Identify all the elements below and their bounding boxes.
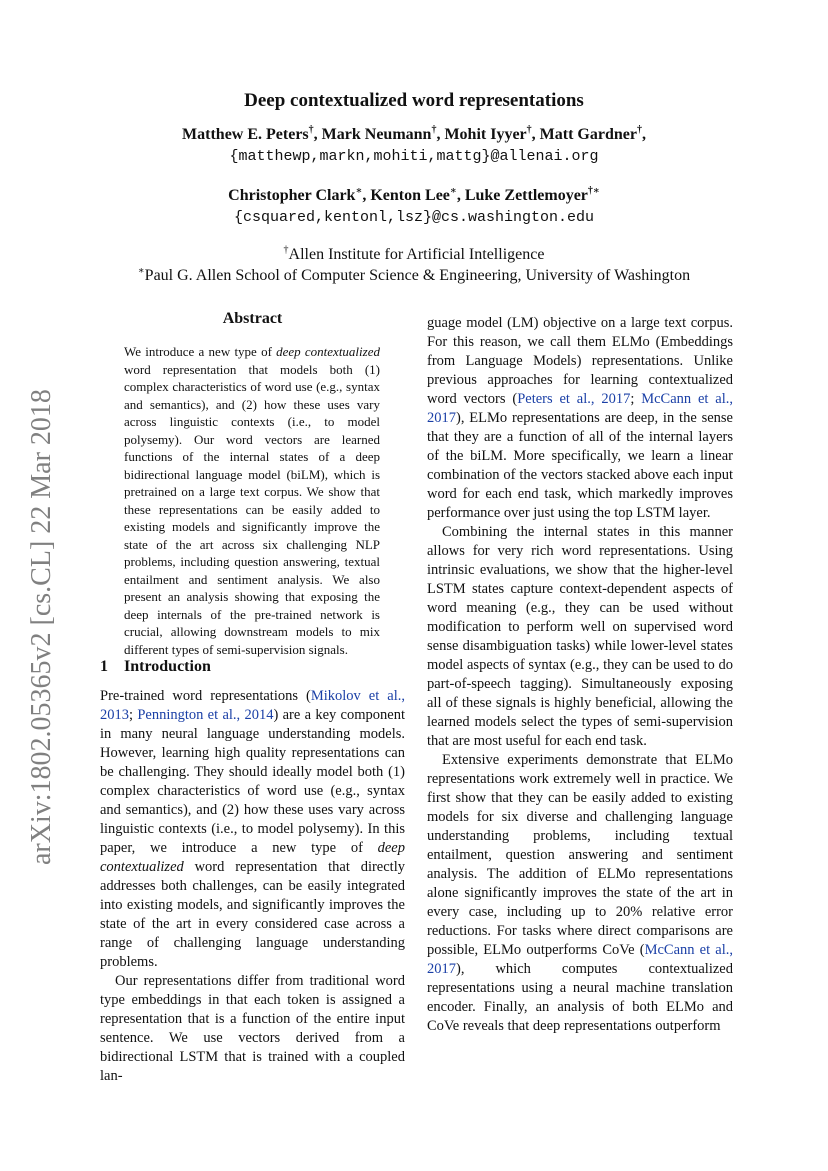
author-name: Matthew E. Peters [182, 126, 309, 143]
affiliation-mark: ∗ [137, 265, 145, 277]
affiliation-mark: ∗ [355, 185, 363, 197]
author-name: Luke Zettlemoyer [464, 187, 588, 204]
separator: , [531, 126, 540, 143]
separator: , [362, 187, 371, 204]
affiliation-mark: ∗ [449, 185, 457, 197]
citation-link[interactable]: McCann et al., 2017 [427, 391, 733, 426]
text-run: Pre-trained word representations ( [100, 688, 311, 704]
affiliation-mark: † [283, 244, 289, 256]
citation-link[interactable]: Mikolov et al., 2013 [100, 688, 405, 723]
separator: , [313, 126, 322, 143]
affiliation-text: Paul G. Allen School of Computer Science & Engineering, University of Washington [144, 267, 691, 284]
right-column [427, 314, 733, 1036]
separator: , [436, 126, 445, 143]
author-name: Christopher Clark [228, 187, 356, 204]
citation-link[interactable]: Peters et al., 2017 [517, 391, 631, 407]
arxiv-stamp-text: arXiv:1802.05365v2 [cs.CL] 22 Mar 2018 [26, 389, 57, 865]
author-names-line [0, 185, 828, 207]
affiliation-mark: † [636, 124, 642, 136]
author-name: Matt Gardner [539, 126, 637, 143]
author-group-2 [0, 185, 828, 229]
text-run: ), which computes contextualized representations using a neural machine translation encoder. Finally, an analysis of both ELMo and CoVe reveals that deep representations outperform [427, 961, 733, 1034]
affiliation-mark: † [431, 124, 437, 136]
section-heading [100, 658, 211, 676]
separator: , [641, 126, 646, 143]
abstract-emphasis: deep contextualized [276, 344, 380, 359]
citation-link[interactable]: Pennington et al., 2014 [137, 707, 274, 723]
abstract-text: word representation that models both (1) complex characteristics of word use (e.g., syntax and semantics), and (2) how these uses vary across linguistic contexts (i.e., to model polysemy). Our word vectors are learned functions of the internal states of a deep bidirectional language model (biLM), which is pretrained on a large text corpus. We show that these representations can be easily added to existing models and significantly improve the state of the art across six challenging NLP problems, including question answering, textual entailment and sentiment analysis. We also present an analysis showing that exposing the deep internals of the pre-trained network is crucial, allowing downstream models to mix different types of semi-supervision signals. [124, 361, 380, 657]
affiliation-mark: † [308, 124, 314, 136]
paper-title: Deep contextualized word representations [244, 90, 584, 111]
paragraph [427, 751, 733, 1036]
affiliation-line [0, 244, 828, 265]
author-name: Mark Neumann [321, 126, 432, 143]
text-run: ; [129, 707, 138, 723]
text-run: ; [630, 391, 642, 407]
section-title: Introduction [124, 658, 211, 675]
affiliations [0, 244, 828, 286]
citation-link[interactable]: McCann et al., 2017 [427, 942, 733, 977]
author-name: Mohit Iyyer [444, 126, 527, 143]
author-email: {matthewp,markn,mohiti,mattg}@allenai.org [229, 148, 599, 165]
author-email: {csquared,kentonl,lsz}@cs.washington.edu [233, 209, 595, 226]
paragraph: Our representations differ from traditional word type embeddings in that each token is assigned a representation that is a function of the entire input sentence. We use vectors derived from a bidirectional LSTM that is trained with a coupled lan- [100, 973, 405, 1084]
text-run: word representation that directly addresses both challenges, can be easily integrated into existing models, and significantly improves the state of the art in every considered case across a range of challenging language understanding problems. [100, 859, 405, 970]
author-group-1 [0, 124, 828, 168]
separator: , [456, 187, 465, 204]
affiliation-mark: † [526, 124, 532, 136]
text-run: ), ELMo representations are deep, in the sense that they are a function of all of the internal layers of the biLM. More specifically, we learn a linear combination of the vectors stacked above each input word for each end task, which markedly improves performance over just using the top LSTM layer. [427, 410, 733, 521]
abstract-heading: Abstract [222, 310, 283, 327]
paragraph [427, 314, 733, 523]
intro-left-column [100, 687, 405, 1086]
abstract-text: We introduce a new type of [124, 344, 277, 359]
affiliation-line [0, 265, 828, 286]
emphasis: deep contextualized [100, 840, 405, 875]
text-run: guage model (LM) objective on a large text corpus. For this reason, we call them ELMo (Embeddings from Language Models) representations. Unlike previous approaches for learning contextualized word vectors ( [427, 315, 733, 407]
affiliation-text: Allen Institute for Artificial Intelligence [288, 246, 545, 263]
paragraph: Combining the internal states in this manner allows for very rich word representations. Using intrinsic evaluations, we show that the higher-level LSTM states capture context-dependent aspects of word meaning (e.g., they can be used without modification to perform well on supervised word sense disambiguation tasks) while lower-level states model aspects of syntax (e.g., they can be used to do part-of-speech tagging). Simultaneously exposing all of these signals is highly beneficial, allowing the learned models select the types of semi-supervision that are most useful for each end task. [427, 524, 733, 749]
section-number: 1 [100, 658, 108, 675]
text-run: ) are a key component in many neural language understanding models. However, learning high quality representations can be challenging. They should ideally model both (1) complex characteristics of word use (e.g., syntax and semantics), and (2) how these uses vary across linguistic contexts (i.e., to model polysemy). In this paper, we introduce a new type of [100, 707, 405, 856]
arxiv-identifier-stamp [10, 360, 62, 870]
affiliation-mark: †∗ [587, 185, 600, 197]
author-names-line [0, 124, 828, 146]
text-run: Extensive experiments demonstrate that ELMo representations work extremely well in practice. We first show that they can be easily added to existing models for six diverse and challenging language understanding problems, including textual entailment, question answering and sentiment analysis. The addition of ELMo representations alone significantly improves the state of the art in every case, including up to 20% relative error reductions. For tasks where direct comparisons are possible, ELMo outperforms CoVe ( [427, 752, 733, 958]
paragraph [100, 687, 405, 972]
author-name: Kenton Lee [370, 187, 450, 204]
abstract-body [124, 343, 380, 658]
